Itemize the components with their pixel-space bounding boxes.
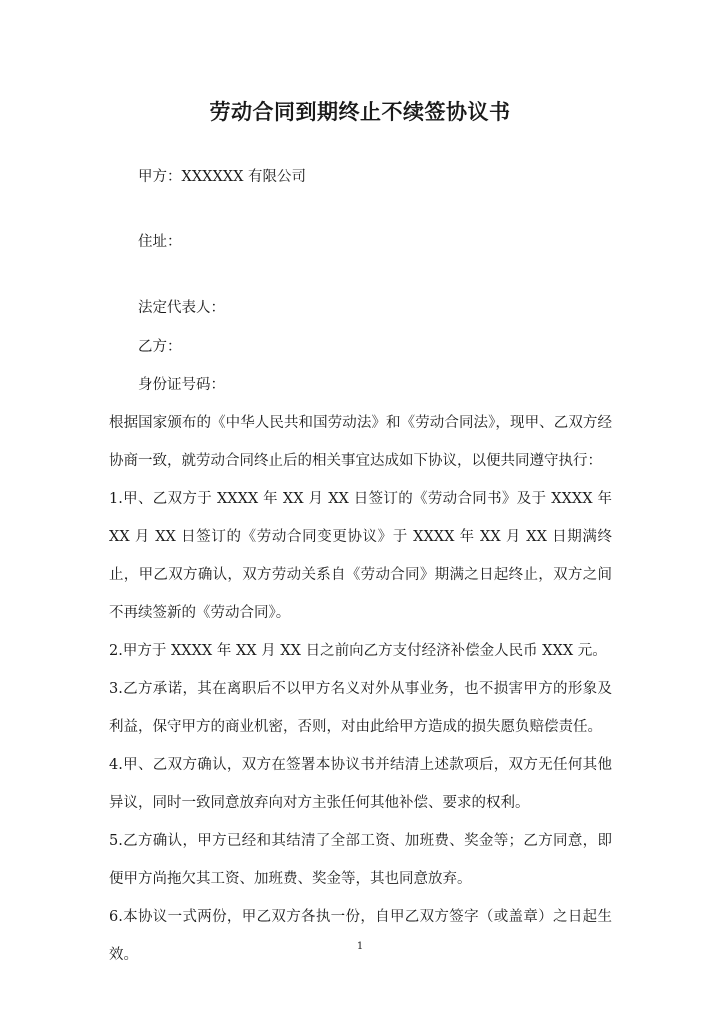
clause-1: 1.甲、乙双方于 XXXX 年 XX 月 XX 日签订的《劳动合同书》及于 XXXX 年 XX 月 XX 日签订的《劳动合同变更协议》于 XXXX 年 XX 月 XX 日期满终止，甲乙双方确认，双方劳动关系自《劳动合同》期满之日起终止，双方之间不再续签新的《劳动合同》。	[109, 491, 612, 621]
clause-6: 6.本协议一式两份，甲乙双方各执一份，自甲乙双方签字（或盖章）之日起生效。	[109, 909, 612, 963]
party-a-line: 甲方：XXXXXX 有限公司	[138, 169, 307, 185]
preamble-paragraph: 根据国家颁布的《中华人民共和国劳动法》和《劳动合同法》，现甲、乙双方经协商一致，就劳动合同终止后的相关事宜达成如下协议，以便共同遵守执行：	[109, 415, 612, 469]
party-b-line: 乙方：	[138, 339, 182, 355]
clause-3: 3.乙方承诺，其在离职后不以甲方名义对外从事业务，也不损害甲方的形象及利益，保守甲方的商业机密，否则，对由此给甲方造成的损失愿负赔偿责任。	[109, 681, 612, 735]
id-number-line: 身份证号码：	[138, 377, 225, 393]
clause-5: 5.乙方确认，甲方已经和其结清了全部工资、加班费、奖金等；乙方同意，即便甲方尚拖欠其工资、加班费、奖金等，其也同意放弃。	[109, 833, 612, 887]
address-line: 住址：	[138, 234, 182, 250]
document-title: 劳动合同到期终止不续签协议书	[209, 100, 511, 124]
legal-representative-line: 法定代表人：	[138, 300, 225, 316]
clause-2: 2.甲方于 XXXX 年 XX 月 XX 日之前向乙方支付经济补偿金人民币 XXX 元。	[109, 643, 607, 659]
clause-4: 4.甲、乙双方确认，双方在签署本协议书并结清上述款项后，双方无任何其他异议，同时一致同意放弃向对方主张任何其他补偿、要求的权利。	[109, 757, 612, 811]
page-number: 1	[356, 941, 364, 952]
